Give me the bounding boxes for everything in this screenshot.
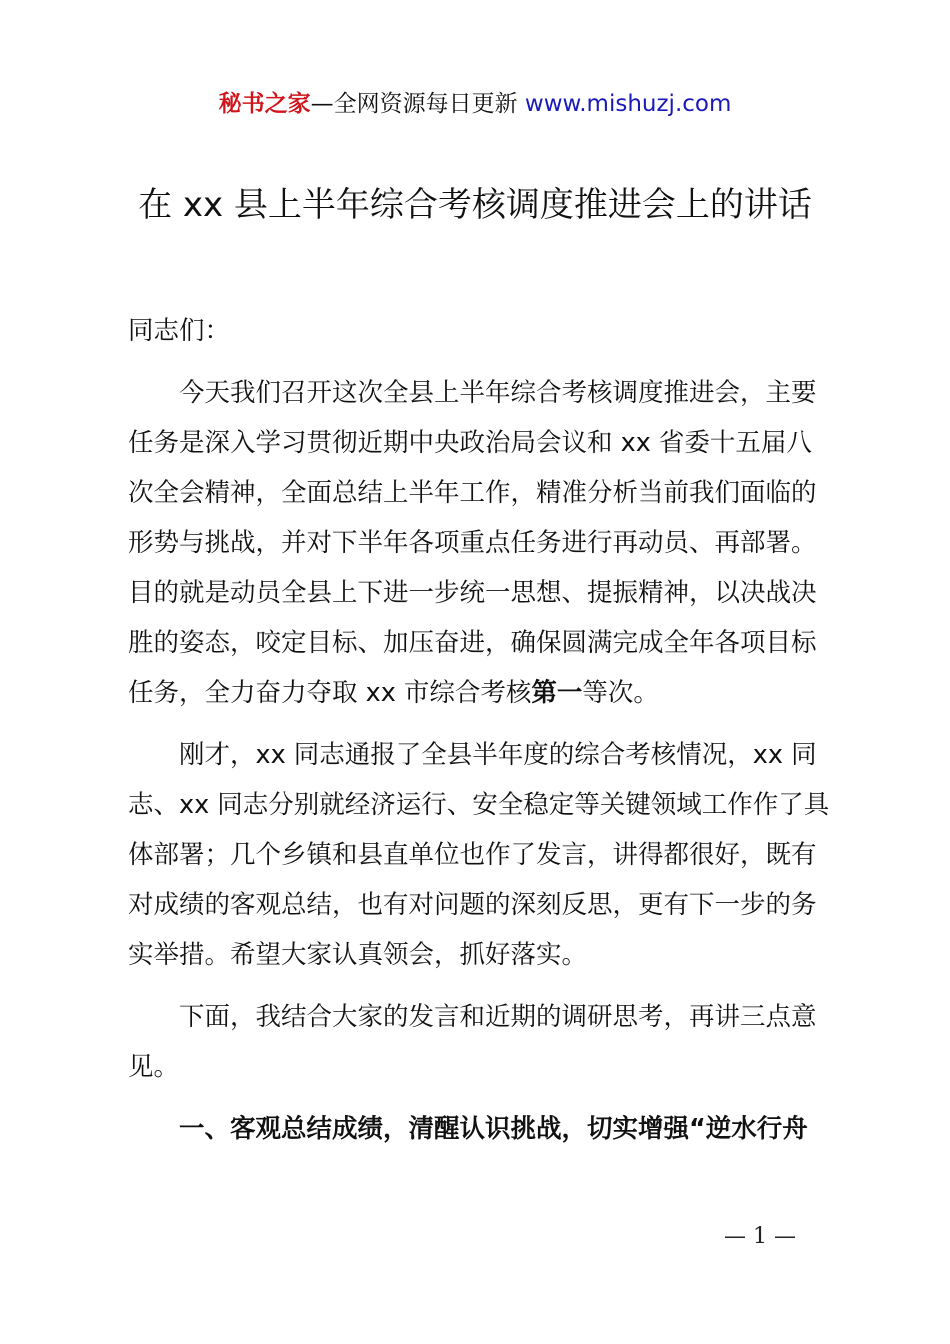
site-url-link[interactable]: www.mishuzj.com bbox=[524, 91, 732, 117]
paragraph-intro-emphasis: 第一 bbox=[531, 678, 583, 708]
paragraph-intro bbox=[128, 368, 832, 718]
page-number: — 1 — bbox=[724, 1224, 796, 1249]
salutation: 同志们： bbox=[128, 316, 231, 346]
paragraph-intro-ending: 等次。 bbox=[582, 678, 659, 708]
page-header bbox=[0, 88, 950, 120]
header-tagline: —全网资源每日更新 bbox=[310, 91, 525, 117]
section-heading-1: 一、客观总结成绩，清醒认识挑战，切实增强“逆水行舟 bbox=[179, 1114, 808, 1144]
paragraph-review: 刚才，xx 同志通报了全县半年度的综合考核情况，xx 同志、xx 同志分别就经济运行、安全稳定等关键领域工作作了具体部署；几个乡镇和县直单位也作了发言，讲得都很好，既有对成绩的客观总结，也有对问题的深刻反思，更有下一步的务实举措。希望大家认真领会，抓好落实。 bbox=[128, 740, 830, 970]
paragraph-intro-text: 今天我们召开这次全县上半年综合考核调度推进会，主要任务是深入学习贯彻近期中央政治局会议和 xx 省委十五届八次全会精神，全面总结上半年工作，精准分析当前我们面临的形势与挑战，并对下半年各项重点任务进行再动员、再部署。目的就是动员全县上下进一步统一思想、提振精神，以决战决胜的姿态，咬定目标、加压奋进，确保圆满完成全年各项目标任务，全力奋力夺取 xx 市综合考核 bbox=[128, 378, 817, 708]
document-title: 在 xx 县上半年综合考核调度推进会上的讲话 bbox=[138, 185, 812, 225]
paragraph-transition: 下面，我结合大家的发言和近期的调研思考，再讲三点意见。 bbox=[128, 1002, 817, 1082]
brand-name: 秘书之家 bbox=[218, 91, 311, 117]
